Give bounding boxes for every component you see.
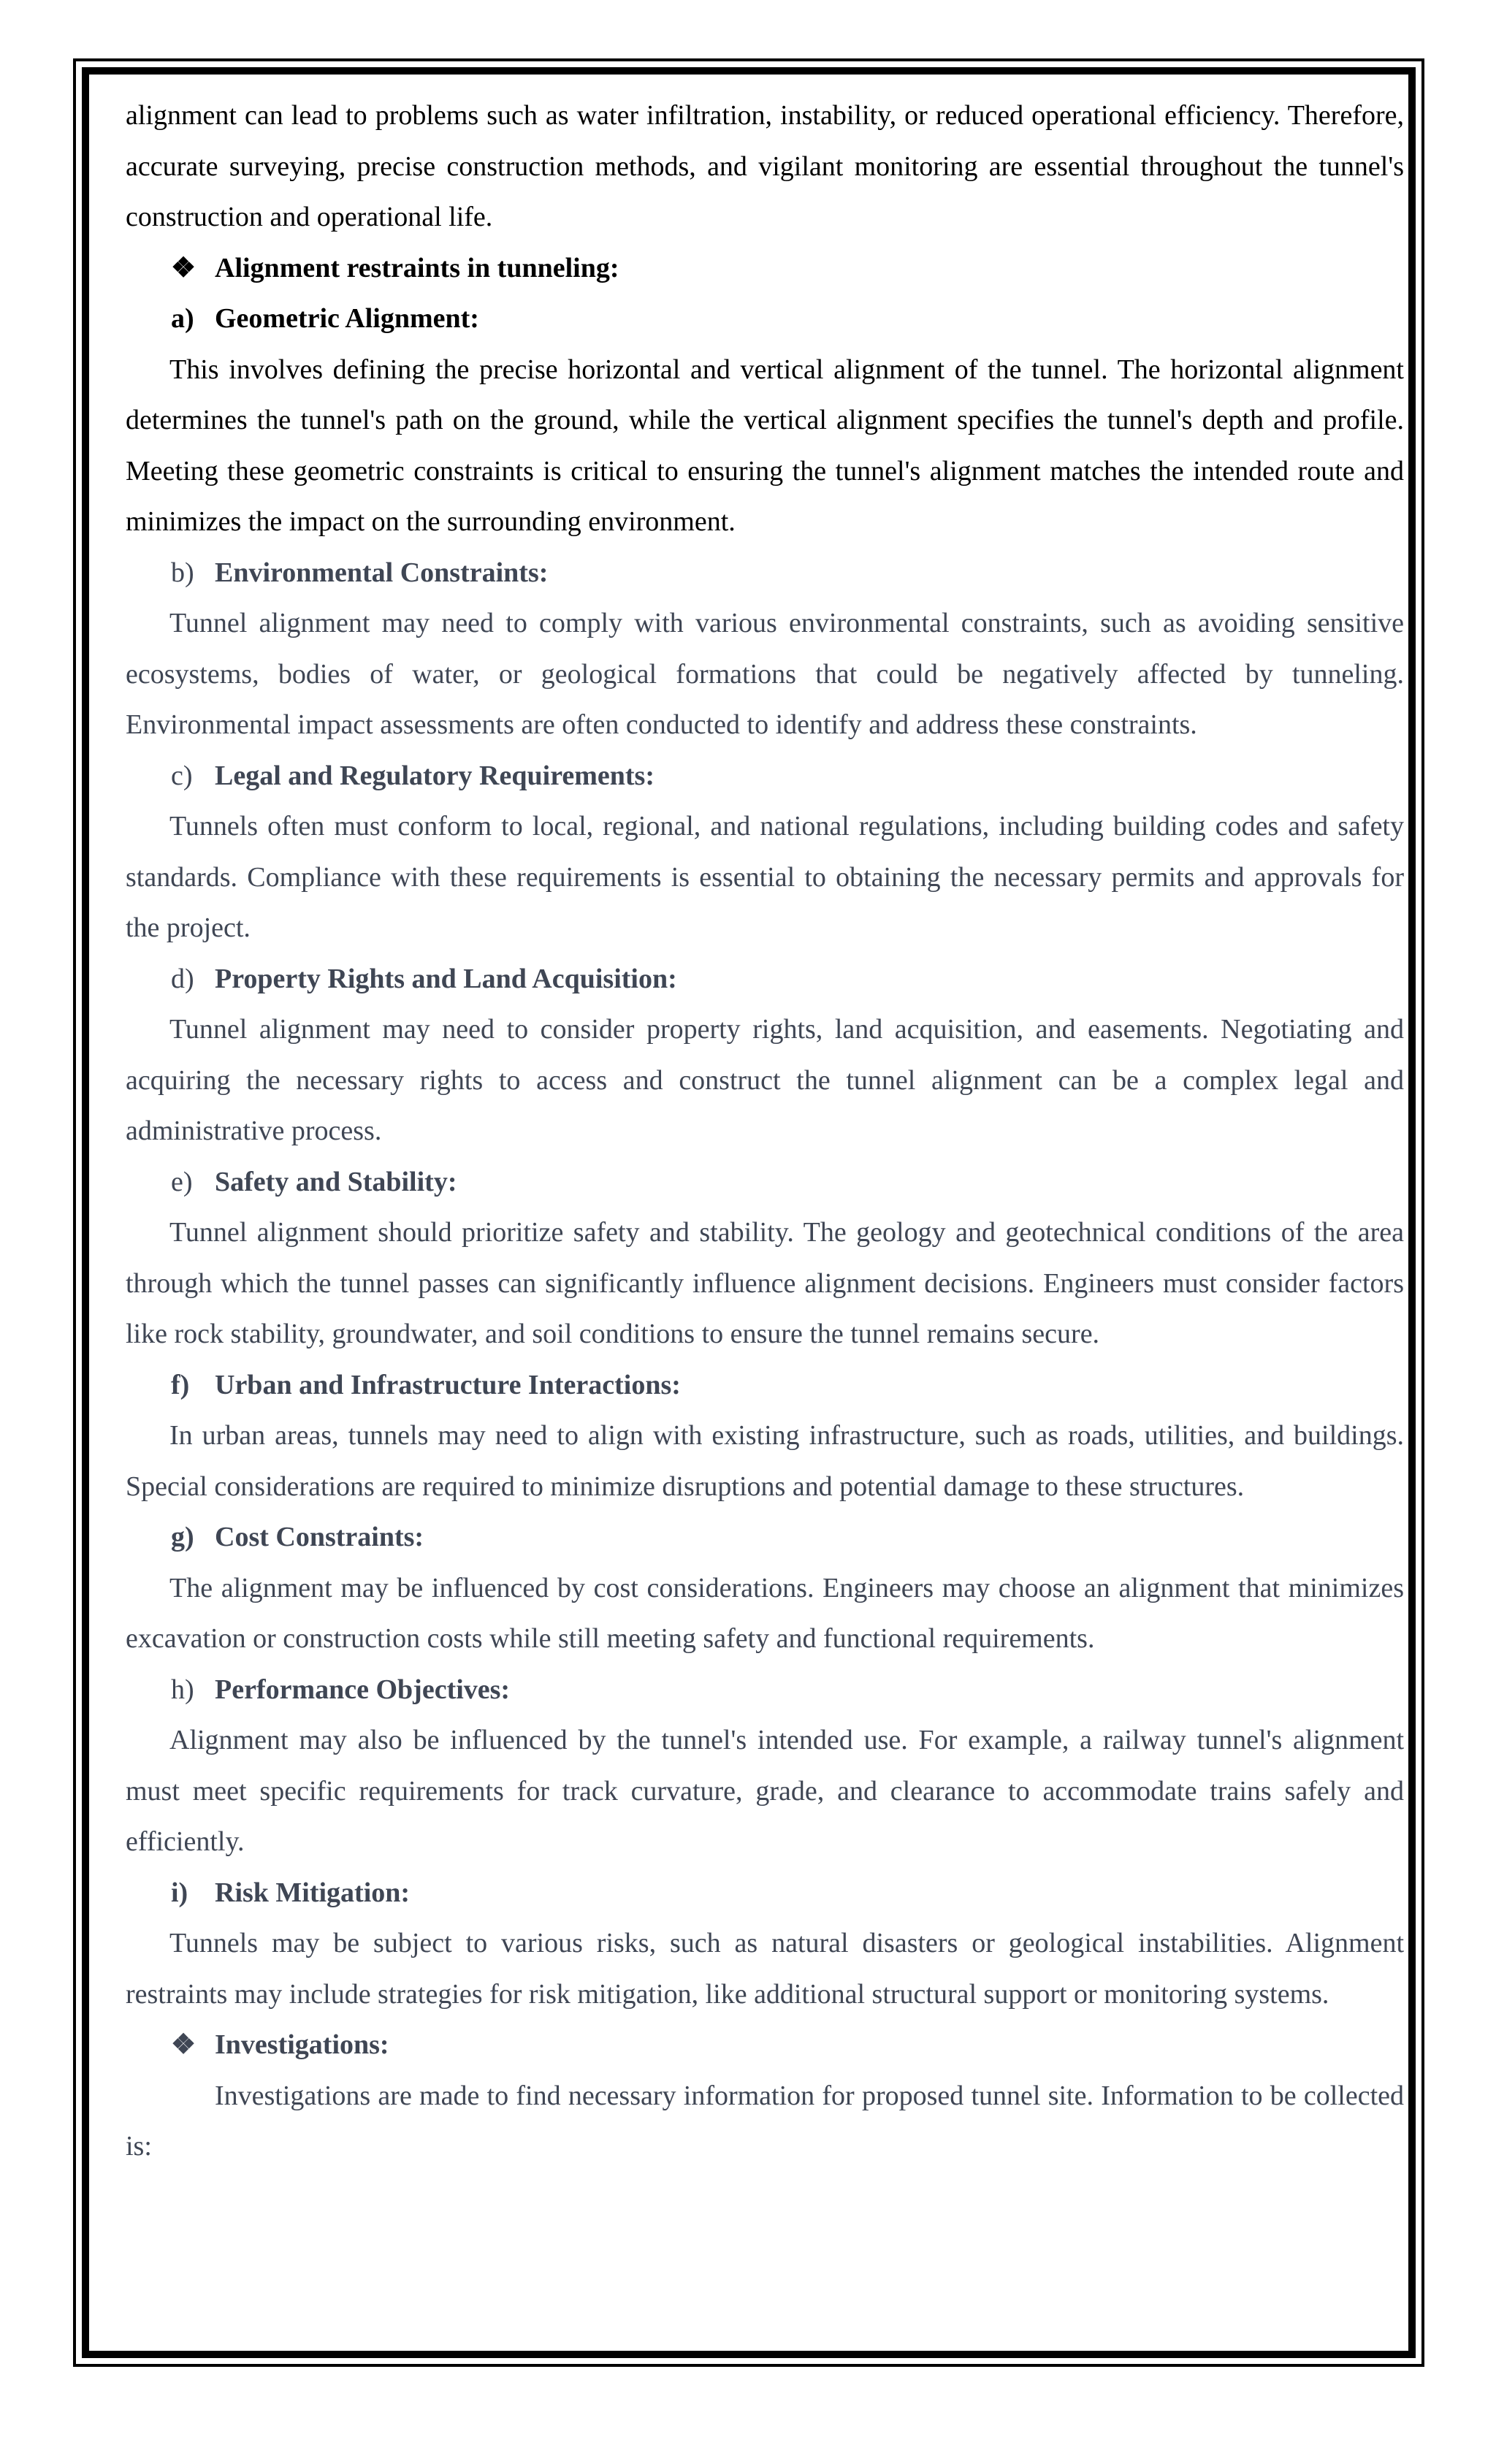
item-marker: g) — [171, 1522, 194, 1552]
intro-paragraph: alignment can lead to problems such as water infiltration, instability, or reduced operational efficiency. Therefore, accurate surveying, precise construction methods, and vigilant monitoring are essential throughout the tunnel's construction and operational life. — [126, 100, 1404, 232]
item-title: Urban and Infrastructure Interactions: — [215, 1369, 681, 1400]
item-heading-property-rights — [171, 954, 1404, 1005]
item-heading-legal-regulatory — [171, 751, 1404, 802]
item-heading-performance-objectives — [171, 1665, 1404, 1716]
item-marker: d) — [171, 963, 194, 994]
section-heading-text: Alignment restraints in tunneling: — [215, 252, 619, 283]
item-title: Risk Mitigation: — [215, 1877, 411, 1908]
item-body-performance-objectives: Alignment may also be influenced by the tunnel's intended use. For example, a railway tunnel's alignment must meet specific requirements for track curvature, grade, and clearance to accommodate trains safely and efficiently. — [126, 1725, 1404, 1857]
item-body-environmental-constraints: Tunnel alignment may need to comply with various environmental constraints, such as avoiding sensitive ecosystems, bodies of water, or geological formations that could be negatively affected by tunneling. Environmental impact assessments are often conducted to identify and address these constraints. — [126, 608, 1404, 740]
item-title: Environmental Constraints: — [215, 557, 549, 588]
item-marker: h) — [171, 1674, 194, 1705]
item-marker: i) — [171, 1877, 188, 1908]
section-heading-alignment-restraints — [171, 243, 1404, 294]
item-title: Geometric Alignment: — [215, 303, 479, 334]
item-body-geometric-alignment: This involves defining the precise horizontal and vertical alignment of the tunnel. The horizontal alignment determines the tunnel's path on the ground, while the vertical alignment specifies the tunnel's depth and profile. Meeting these geometric constraints is critical to ensuring the tunnel's alignment matches the intended route and minimizes the impact on the surrounding environment. — [126, 354, 1404, 537]
diamond-bullet-icon: ❖ — [171, 2029, 196, 2060]
investigations-paragraph: Investigations are made to find necessary information for proposed tunnel site. Information to be collected is: — [126, 2080, 1404, 2162]
document-body — [126, 91, 1404, 2173]
item-body-legal-regulatory: Tunnels often must conform to local, regional, and national regulations, including building codes and safety standards. Compliance with these requirements is essential to obtaining the necessary permits and approvals for the project. — [126, 811, 1404, 943]
item-marker: a) — [171, 303, 194, 334]
item-body-risk-mitigation: Tunnels may be subject to various risks, such as natural disasters or geological instabilities. Alignment restraints may include strategies for risk mitigation, like additional structural support or monitoring systems. — [126, 1928, 1404, 2010]
item-heading-environmental-constraints — [171, 548, 1404, 599]
item-title: Legal and Regulatory Requirements: — [215, 760, 654, 791]
item-body-safety-stability: Tunnel alignment should prioritize safety and stability. The geology and geotechnical conditions of the area through which the tunnel passes can significantly influence alignment decisions. Engineers must consider factors like rock stability, groundwater, and soil conditions to ensure the tunnel remains secure. — [126, 1217, 1404, 1349]
item-title: Cost Constraints: — [215, 1522, 424, 1552]
section-heading-text: Investigations: — [215, 2029, 389, 2060]
item-marker: e) — [171, 1166, 193, 1197]
item-title: Performance Objectives: — [215, 1674, 511, 1705]
item-title: Safety and Stability: — [215, 1166, 457, 1197]
item-body-property-rights: Tunnel alignment may need to consider property rights, land acquisition, and easements. Negotiating and acquiring the necessary rights to access and construct the tunnel alignment can be a complex legal and administrative process. — [126, 1014, 1404, 1146]
item-marker: c) — [171, 760, 193, 791]
item-body-urban-infrastructure: In urban areas, tunnels may need to align with existing infrastructure, such as roads, utilities, and buildings. Special considerations are required to minimize disruptions and potential damage to these structures. — [126, 1420, 1404, 1502]
item-heading-risk-mitigation — [171, 1868, 1404, 1919]
section-heading-investigations — [171, 2020, 1404, 2071]
item-heading-geometric-alignment — [171, 294, 1404, 345]
item-marker: b) — [171, 557, 194, 588]
item-marker: f) — [171, 1369, 190, 1400]
diamond-bullet-icon: ❖ — [171, 252, 196, 283]
item-heading-urban-infrastructure — [171, 1360, 1404, 1411]
item-body-cost-constraints: The alignment may be influenced by cost considerations. Engineers may choose an alignment that minimizes excavation or construction costs while still meeting safety and functional requirements. — [126, 1572, 1404, 1654]
item-heading-safety-stability — [171, 1157, 1404, 1208]
item-title: Property Rights and Land Acquisition: — [215, 963, 677, 994]
item-heading-cost-constraints — [171, 1512, 1404, 1563]
